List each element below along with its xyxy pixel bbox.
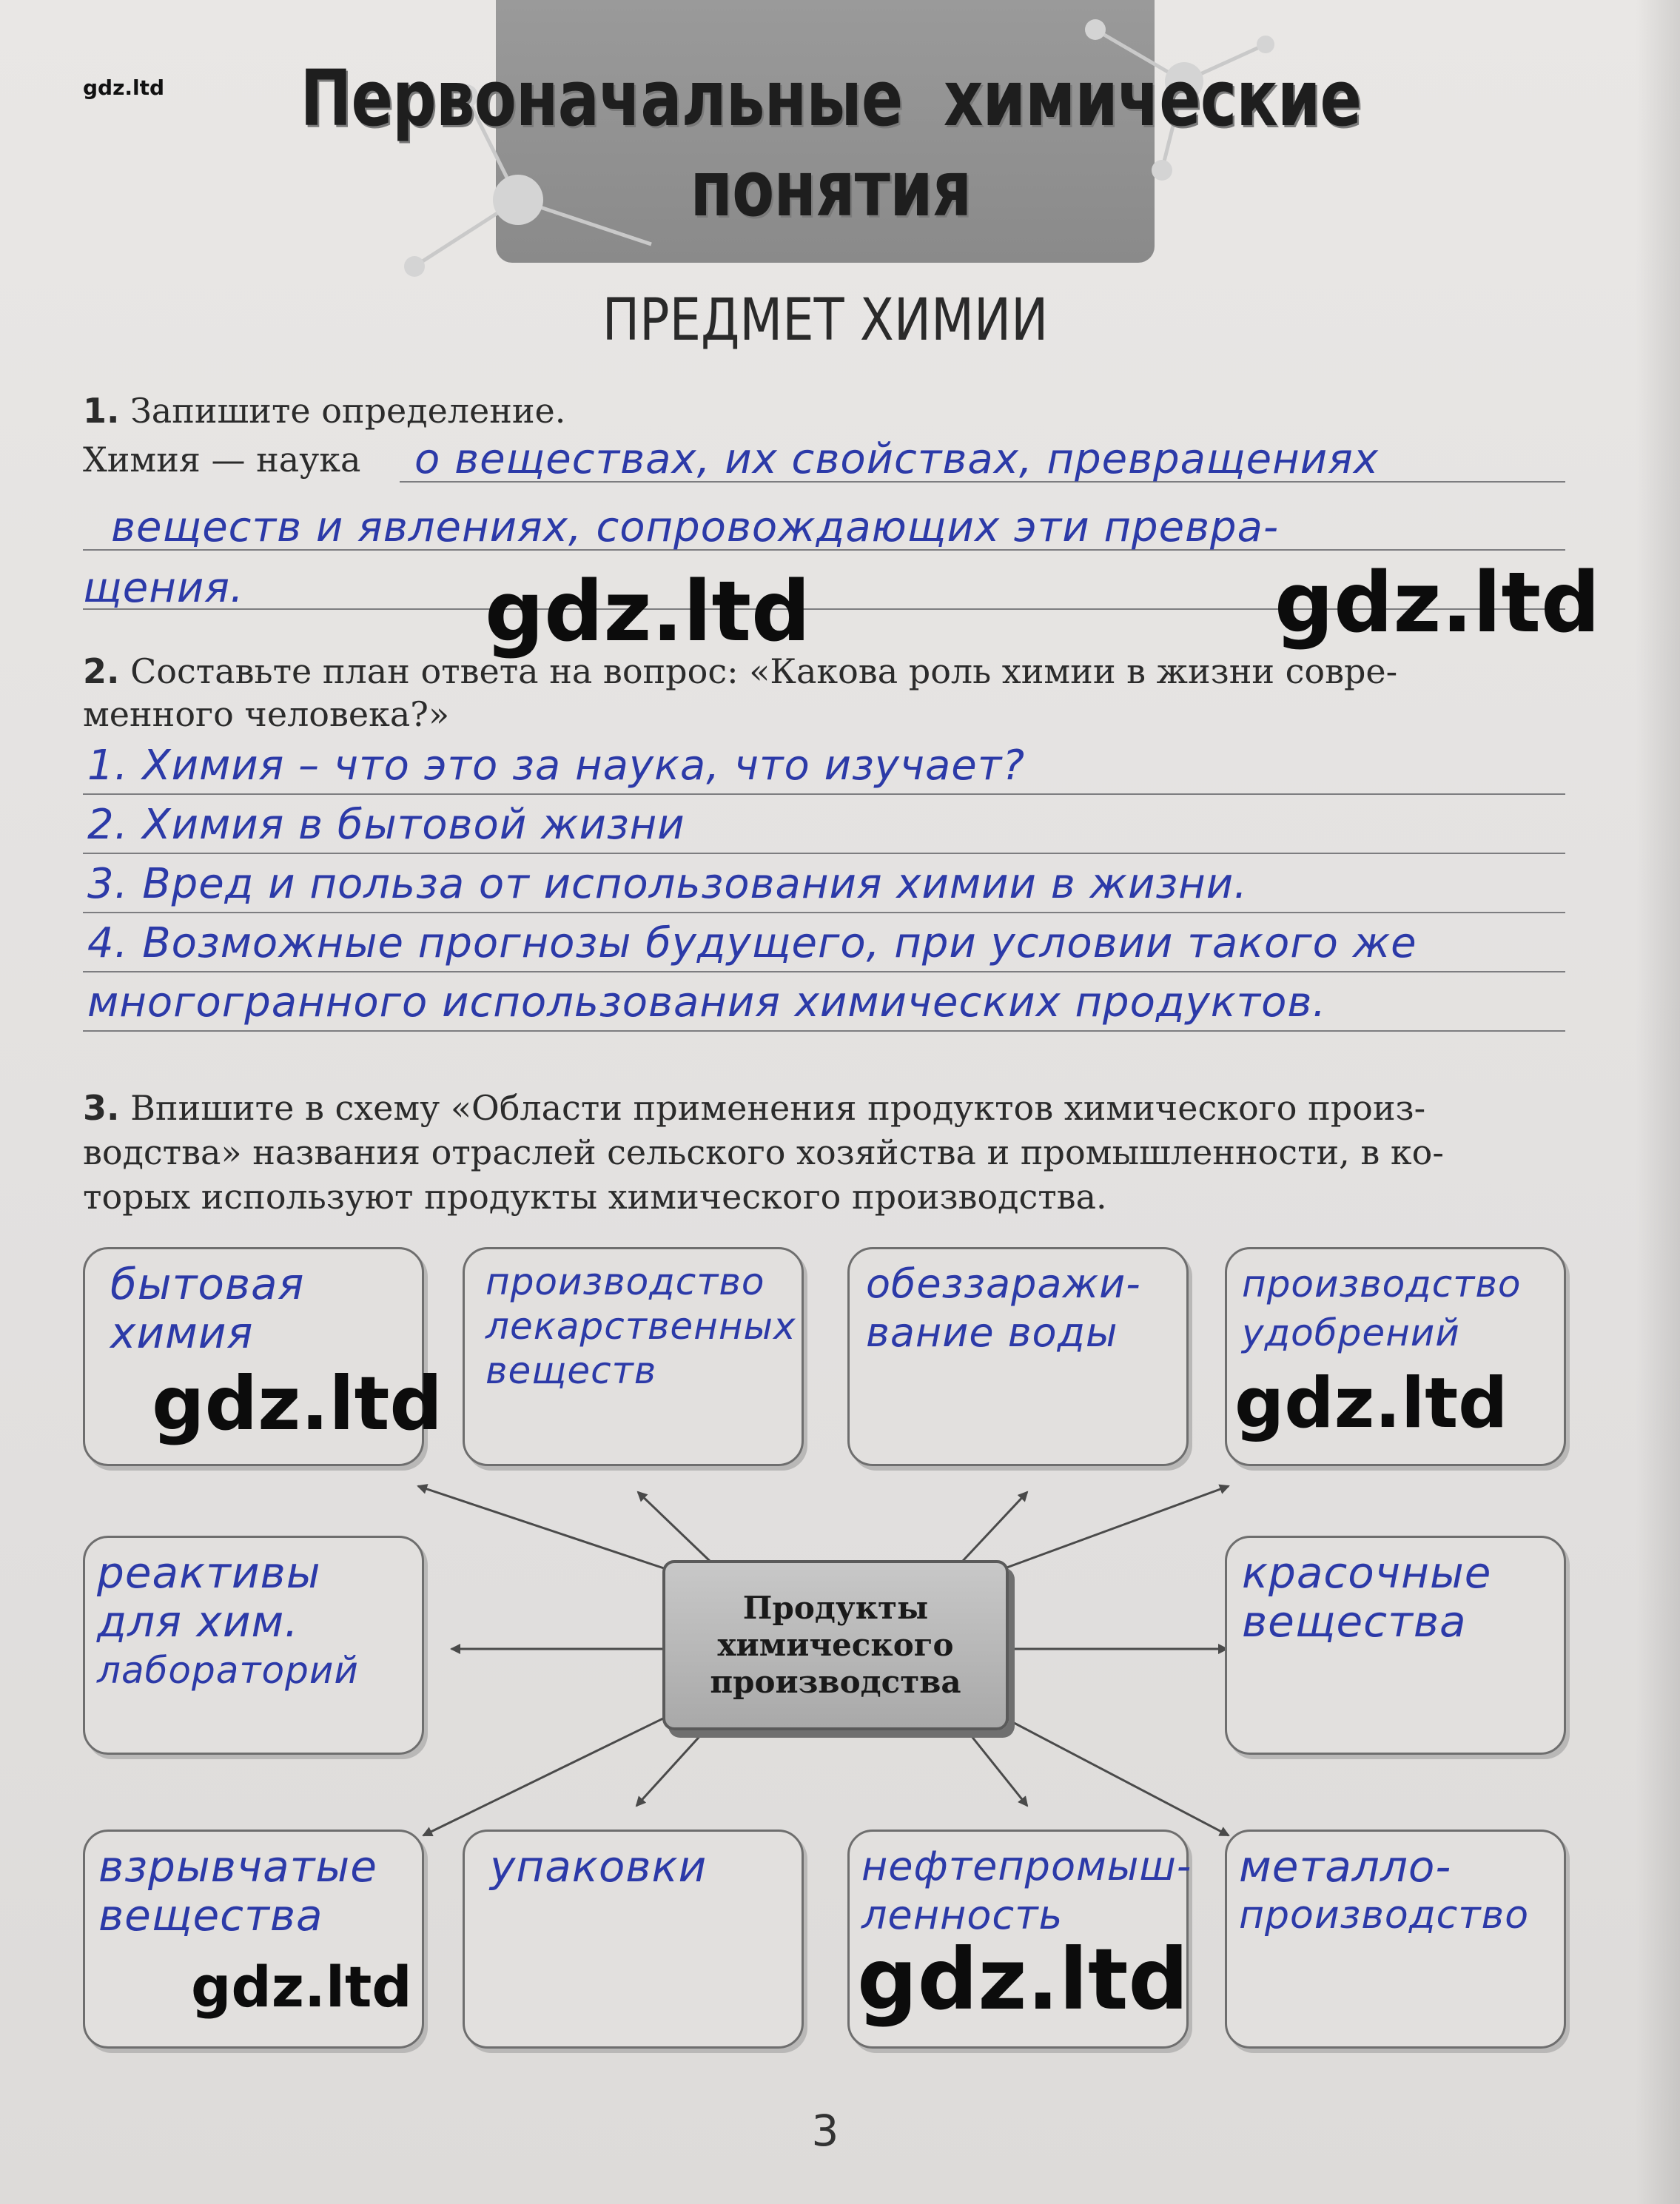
task2-answer-line-2: 2. Химия в бытовой жизни [87,801,685,849]
box-mid-left-line-1: реактивы [97,1548,321,1598]
box-bot-1-line-2: вещества [98,1890,323,1941]
center-box-chemical-products [662,1560,1009,1730]
task1-answer-line-2: веществ и явлениях, сопровождающих эти превра- [111,503,1280,551]
box-bot-4 [1225,1830,1566,2049]
task3-prompt-line-2: водства» названия отраслей сельского хозяйства и промышленности, в ко- [83,1132,1444,1172]
box-top-2-line-1: производство [485,1260,765,1303]
box-mid-right [1225,1536,1566,1755]
task2-prompt-text: Составьте план ответа на вопрос: «Какова роль химии в жизни совре- [130,651,1398,691]
watermark: gdz.ltd [191,1954,412,2020]
box-bot-3-line-2: ленность [861,1892,1064,1938]
box-top-1-line-1: бытовая [110,1259,305,1309]
watermark: gdz.ltd [857,1930,1189,2029]
center-line-3: производства [710,1664,961,1700]
box-top-4-line-1: производство [1242,1263,1522,1306]
box-top-3 [847,1247,1189,1466]
box-top-3-line-2: вание воды [866,1309,1118,1356]
chapter-title: Первоначальные химические понятия [300,53,1362,234]
task2-answer-line-5: многогранного использования химических продуктов. [87,978,1327,1027]
center-line-2: химического [717,1627,954,1663]
box-mid-right-line-2: вещества [1242,1596,1467,1647]
watermark: gdz.ltd [152,1360,443,1447]
task3-number: 3. [83,1088,120,1128]
task1-number: 1. [83,391,120,431]
box-bot-3-line-1: нефтепромыш- [861,1843,1192,1889]
section-title: ПРЕДМЕТ ХИМИИ [602,287,1049,354]
task3-prompt-text: Впишите в схему «Области применения продуктов химического произ- [130,1088,1426,1128]
box-top-1-line-2: химия [110,1308,254,1358]
box-top-2-line-2: лекарственных [485,1305,796,1348]
task1-answer-line-1: о веществах, их свойствах, превращениях [414,435,1379,483]
box-bot-1-line-1: взрывчатые [98,1841,377,1892]
box-top-2-line-3: веществ [485,1349,657,1392]
box-mid-left [83,1536,424,1755]
box-mid-left-line-3: лабораторий [97,1649,359,1692]
task2-answer-line-1: 1. Химия – что это за наука, что изучает? [87,742,1026,790]
task2-prompt-line-2: менного человека?» [83,694,450,734]
box-mid-right-line-1: красочные [1242,1548,1492,1598]
task1-prompt-text: Запишите определение. [130,391,566,431]
task2-answer-line-4: 4. Возможные прогнозы будущего, при условии такого же [87,919,1417,967]
watermark: gdz.ltd [485,564,811,660]
brand-small: gdz.ltd [83,75,165,100]
task1-answer-line-3: щения. [83,564,244,612]
center-line-1: Продукты [742,1590,929,1626]
watermark: gdz.ltd [1274,555,1601,651]
box-bot-2-line-1: упаковки [490,1841,708,1892]
box-top-2 [463,1247,804,1466]
page-edge-shadow [1636,0,1680,2204]
task1-lead: Химия — наука [83,440,361,480]
task2-answer-line-3: 3. Вред и польза от использования химии в жизни. [87,860,1248,908]
watermark: gdz.ltd [1234,1363,1508,1444]
box-bot-2 [463,1830,804,2049]
box-bot-4-line-1: металло- [1239,1841,1452,1892]
box-bot-4-line-2: производство [1239,1893,1530,1938]
page-number: 3 [811,2106,839,2156]
box-mid-left-line-2: для хим. [97,1596,299,1647]
task3-prompt-line-3: торых используют продукты химического производства. [83,1177,1107,1217]
task2-number: 2. [83,651,120,691]
box-top-4-line-2: удобрений [1242,1311,1460,1354]
box-top-3-line-1: обеззаражи- [866,1260,1141,1307]
